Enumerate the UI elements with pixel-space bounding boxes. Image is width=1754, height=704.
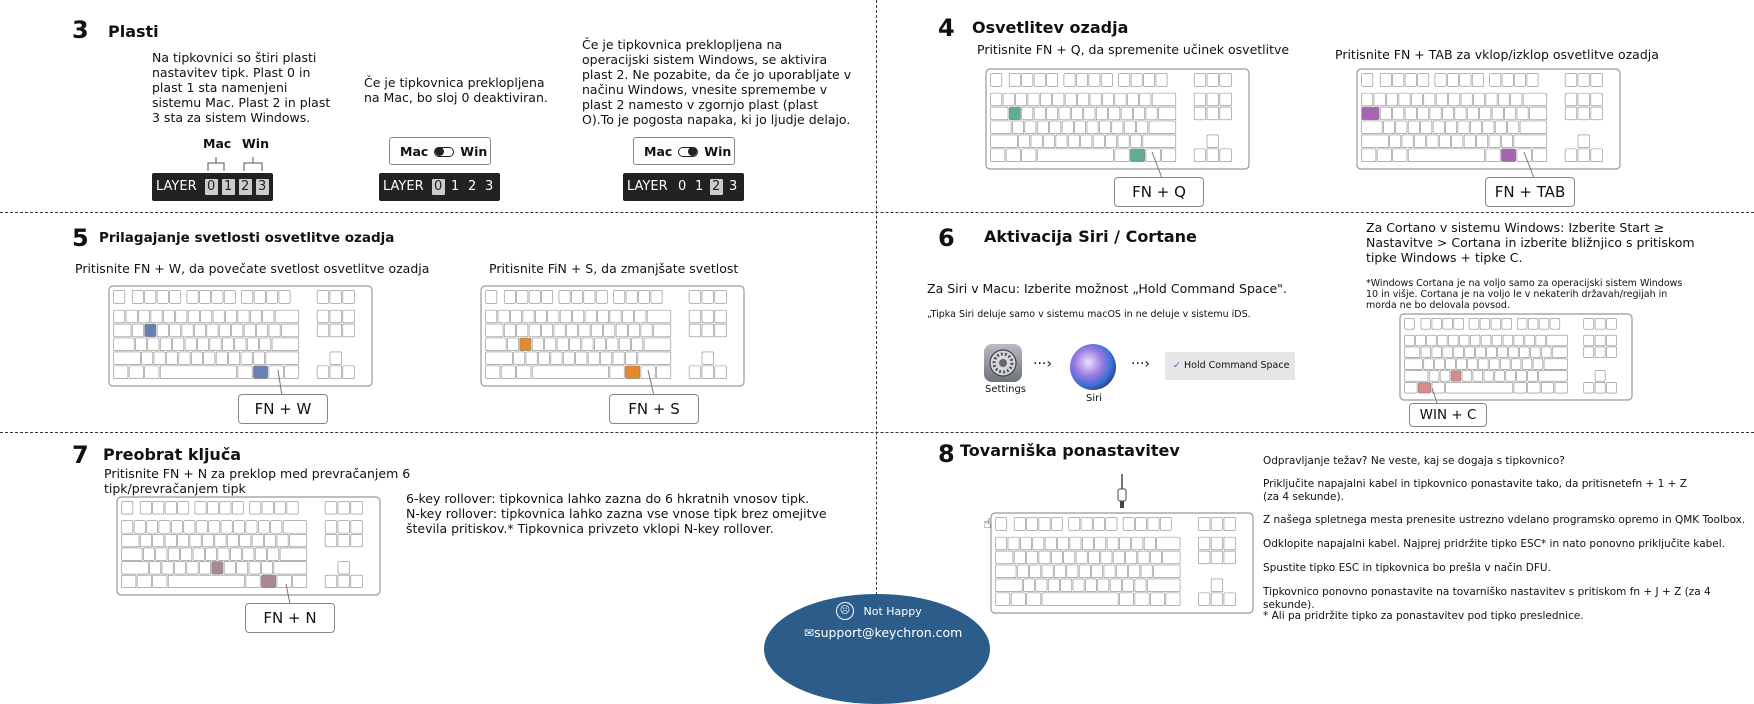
section-4-title: Osvetlitev ozadja bbox=[972, 18, 1129, 37]
mac-label: Mac bbox=[203, 136, 232, 151]
keyboard-fn-n bbox=[116, 496, 381, 596]
hold-command-space-option[interactable] bbox=[1165, 352, 1295, 380]
dots-arrow-icon: ···› bbox=[1131, 356, 1150, 372]
keyboard-fn-tab bbox=[1356, 68, 1621, 170]
section-8-title: Tovarniška ponastavitev bbox=[960, 441, 1180, 460]
rollover-line-2: N-key rollover: tipkovnica lahko zazna vse vnose tipk brez omejitve števila pritiskov.* Tipkovnica privzeto vklopi N-key rollover. bbox=[406, 506, 827, 536]
reset-step-4: Odklopite napajalni kabel. Najprej pridržite tipko ESC* in nato ponovno priključite kabel. bbox=[1263, 538, 1726, 550]
reset-step-6: Tipkovnico ponovno ponastavite na tovarniško nastavitev s pritiskom fn + J + Z (za 4 sekunde). bbox=[1263, 586, 1711, 611]
os-switch-win[interactable] bbox=[633, 137, 735, 165]
vertical-divider bbox=[876, 0, 877, 650]
hand-pointer-icon: ☝ bbox=[983, 516, 992, 532]
not-happy-label: Not Happy bbox=[863, 604, 922, 618]
layer-1: 1 bbox=[222, 179, 235, 195]
pointer-line bbox=[1520, 152, 1540, 180]
mail-icon: ✉ bbox=[804, 626, 815, 640]
not-happy-row bbox=[836, 602, 922, 620]
sad-face-icon: ☹ bbox=[836, 602, 854, 620]
combo-fn-q: FN + Q bbox=[1114, 177, 1204, 207]
switch-mac-label: Mac bbox=[400, 143, 429, 159]
mac-win-brackets bbox=[200, 153, 270, 173]
layer-1: 1 bbox=[450, 179, 460, 194]
layer-label: LAYER bbox=[627, 179, 668, 194]
section-5-text-2: Pritisnite FiN + S, da zmanjšate svetlost bbox=[489, 261, 739, 276]
layer-3: 3 bbox=[728, 179, 738, 194]
layer-indicator-win bbox=[623, 173, 744, 201]
section-5-text-1: Pritisnite FN + W, da povečate svetlost osvetlitve ozadja bbox=[75, 261, 430, 276]
layer-indicator-mac bbox=[379, 173, 500, 201]
keyboard-fn-s bbox=[480, 285, 745, 387]
reset-step-2: Priključite napajalni kabel in tipkovnico ponastavite tako, da pritisnetefn + 1 + Z (za 4 sekunde). bbox=[1263, 478, 1687, 503]
layer-label: LAYER bbox=[156, 179, 197, 194]
hold-command-space-label: Hold Command Space bbox=[1184, 360, 1290, 371]
layer-1: 1 bbox=[694, 179, 704, 194]
horizontal-divider-1 bbox=[0, 212, 1754, 213]
usb-cable-icon bbox=[1110, 474, 1134, 512]
check-icon: ✓ bbox=[1173, 360, 1181, 371]
section-3-text-3: Če je tipkovnica preklopljena na operacijski sistem Windows, se aktivira plast 2. Ne pozabite, da če jo uporabljate v načinu Windows, vnesite spremembe v plast 2 namesto v zgornjo plast (plast O).To je pogosta napaka, ki jo ljudje delajo. bbox=[582, 37, 852, 127]
section-5-title: Prilagajanje svetlosti osvetlitve ozadja bbox=[99, 230, 395, 246]
settings-label: Settings bbox=[985, 384, 1027, 395]
layer-2: 2 bbox=[710, 179, 723, 195]
section-3-number: 3 bbox=[72, 16, 89, 44]
siri-label: Siri bbox=[1086, 393, 1103, 404]
section-7-number: 7 bbox=[72, 441, 89, 469]
cortana-win-note: *Windows Cortana je na voljo samo za operacijski sistem Windows 10 in višje. Cortana je na voljo le v nekaterih državah/regijah in morda ne bo delovala povsod. bbox=[1366, 278, 1683, 311]
switch-win-label: Win bbox=[460, 143, 488, 159]
layer-indicator-all bbox=[152, 173, 273, 201]
reset-step-5: Spustite tipko ESC in tipkovnica bo prešla v način DFU. bbox=[1263, 562, 1551, 574]
section-3-text-2: Če je tipkovnica preklopljena na Mac, bo sloj 0 deaktiviran. bbox=[364, 75, 548, 105]
section-5-number: 5 bbox=[72, 224, 89, 252]
cortana-win-text: Za Cortano v sistemu Windows: Izberite Start ≥ Nastavitve > Cortana in izberite bližnjico s pritiskom tipke Windows + tipke C. bbox=[1366, 220, 1695, 265]
section-7-text-1: Pritisnite FN + N za preklop med prevračanjem 6 tipk/prevračanjem tipk bbox=[104, 466, 411, 496]
section-4-number: 4 bbox=[938, 14, 955, 42]
support-badge[interactable] bbox=[764, 594, 990, 704]
layer-3: 3 bbox=[256, 179, 269, 195]
combo-win-c: WIN + C bbox=[1409, 403, 1487, 427]
section-3-text-1: Na tipkovnici so štiri plasti nastavitev tipk. Plast 0 in plast 1 sta namenjeni sistemu Mac. Plast 2 in plast 3 sta za sistem Windows. bbox=[152, 50, 331, 125]
switch-win-label: Win bbox=[704, 143, 732, 159]
combo-fn-n: FN + N bbox=[245, 603, 335, 633]
layer-0: 0 bbox=[205, 179, 218, 195]
os-switch-mac[interactable] bbox=[389, 137, 491, 165]
reset-step-3: Z našega spletnega mesta prenesite ustrezno vdelano programsko opremo in QMK Toolbox. bbox=[1263, 514, 1746, 526]
horizontal-divider-2 bbox=[0, 432, 1754, 433]
section-7-title: Preobrat ključa bbox=[103, 445, 242, 464]
section-3-title: Plasti bbox=[108, 22, 159, 41]
section-6-title: Aktivacija Siri / Cortane bbox=[984, 227, 1197, 246]
section-6-number: 6 bbox=[938, 224, 955, 252]
keyboard-fn-w bbox=[108, 285, 373, 387]
switch-mac-label: Mac bbox=[644, 143, 673, 159]
support-email-link[interactable]: support@keychron.com bbox=[814, 625, 963, 640]
rollover-line-1: 6-key rollover: tipkovnica lahko zazna do 6 hkratnih vnosov tipk. bbox=[406, 491, 810, 506]
dots-arrow-icon: ···› bbox=[1033, 356, 1052, 372]
support-email-row[interactable] bbox=[804, 625, 962, 640]
layer-3: 3 bbox=[484, 179, 494, 194]
layer-0: 0 bbox=[677, 179, 687, 194]
keyboard-reset bbox=[990, 512, 1254, 614]
combo-fn-w: FN + W bbox=[238, 394, 328, 424]
combo-fn-s: FN + S bbox=[609, 394, 699, 424]
section-4-text-2: Pritisnite FN + TAB za vklop/izklop osvetlitve ozadja bbox=[1335, 47, 1659, 62]
pointer-line bbox=[1150, 152, 1170, 180]
siri-mac-note: „Tipka Siri deluje samo v sistemu macOS in ne deluje v sistemu iDS. bbox=[927, 309, 1251, 320]
combo-fn-tab: FN + TAB bbox=[1485, 177, 1575, 207]
win-label: Win bbox=[242, 136, 269, 151]
section-4-text-1: Pritisnite FN + Q, da spremenite učinek osvetlitve bbox=[977, 42, 1290, 57]
reset-step-7: * Ali pa pridržite tipko za ponastavitev pod tipko preslednice. bbox=[1263, 610, 1584, 622]
section-8-number: 8 bbox=[938, 440, 955, 468]
settings-app-icon bbox=[984, 344, 1022, 382]
siri-icon bbox=[1070, 344, 1116, 390]
layer-2: 2 bbox=[467, 179, 477, 194]
reset-step-1: Odpravljanje težav? Ne veste, kaj se dogaja s tipkovnico? bbox=[1263, 455, 1565, 467]
layer-2: 2 bbox=[239, 179, 252, 195]
gear-icon bbox=[984, 344, 1022, 382]
siri-mac-text: Za Siri v Macu: Izberite možnost „Hold Command Space". bbox=[927, 281, 1287, 296]
keyboard-fn-q bbox=[985, 68, 1250, 170]
layer-0: 0 bbox=[432, 179, 445, 195]
layer-label: LAYER bbox=[383, 179, 424, 194]
